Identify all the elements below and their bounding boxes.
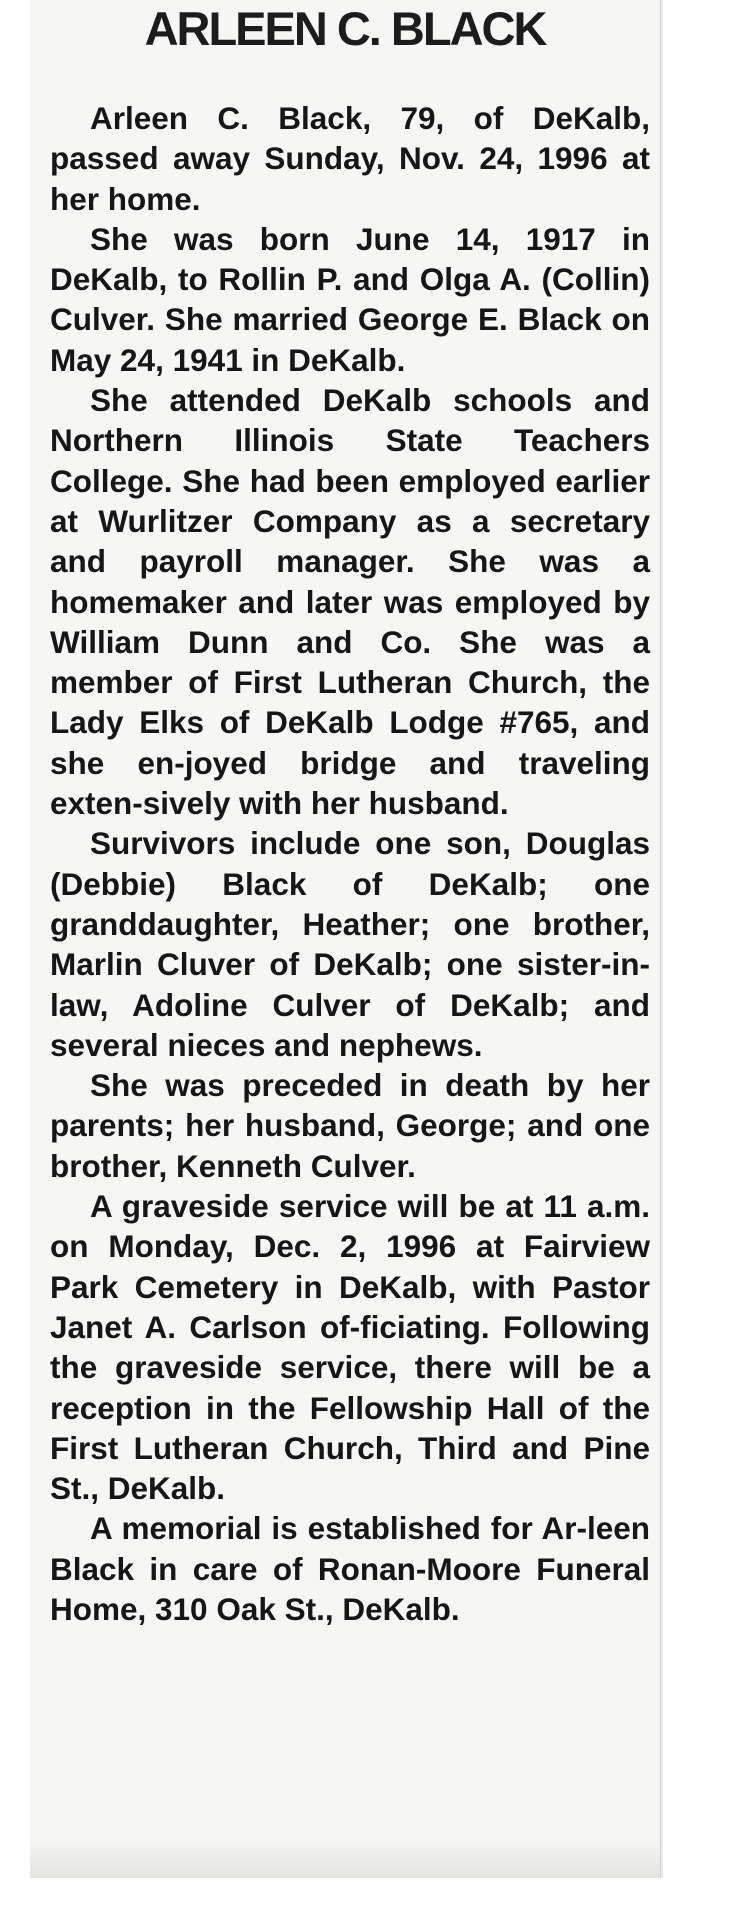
obituary-paragraph-memorial: A memorial is established for Ar-leen Black in care of Ronan-Moore Funeral Home, 310 Oak St., DeKalb. [50, 1510, 650, 1627]
obituary-body [50, 98, 650, 1629]
obituary-paragraph-survivors: Survivors include one son, Douglas (Debbie) Black of DeKalb; one granddaughter, Heather; one brother, Marlin Cluver of DeKalb; one sister-in-law, Adoline Culver of DeKalb; and several nieces and nephews. [50, 825, 650, 1063]
obituary-paragraph-service: A graveside service will be at 11 a.m. on Monday, Dec. 2, 1996 at Fairview Park Cemetery in DeKalb, with Pastor Janet A. Carlson of-ficiating. Following the graveside service, there will be a reception in the Fellowship Hall of the First Lutheran Church, Third and Pine St., DeKalb. [50, 1188, 650, 1507]
obituary-paragraph-life: She attended DeKalb schools and Northern Illinois State Teachers College. She had been employed earlier at Wurlitzer Company as a secretary and payroll manager. She was a homemaker and later was employed by William Dunn and Co. She was a member of First Lutheran Church, the Lady Elks of DeKalb Lodge #765, and she en-joyed bridge and traveling exten-sively with her husband. [50, 382, 650, 822]
newspaper-clipping [30, 0, 661, 1878]
obituary-paragraph-birth-marriage: She was born June 14, 1917 in DeKalb, to Rollin P. and Olga A. (Collin) Culver. She married George E. Black on May 24, 1941 in DeKalb. [50, 220, 650, 378]
obituary-paragraph-death: Arleen C. Black, 79, of DeKalb, passed away Sunday, Nov. 24, 1996 at her home. [50, 100, 650, 217]
obituary-paragraph-preceded: She was preceded in death by her parents; her husband, George; and one brother, Kenneth Culver. [50, 1067, 650, 1184]
obituary-title: ARLEEN C. BLACK [144, 2, 546, 55]
